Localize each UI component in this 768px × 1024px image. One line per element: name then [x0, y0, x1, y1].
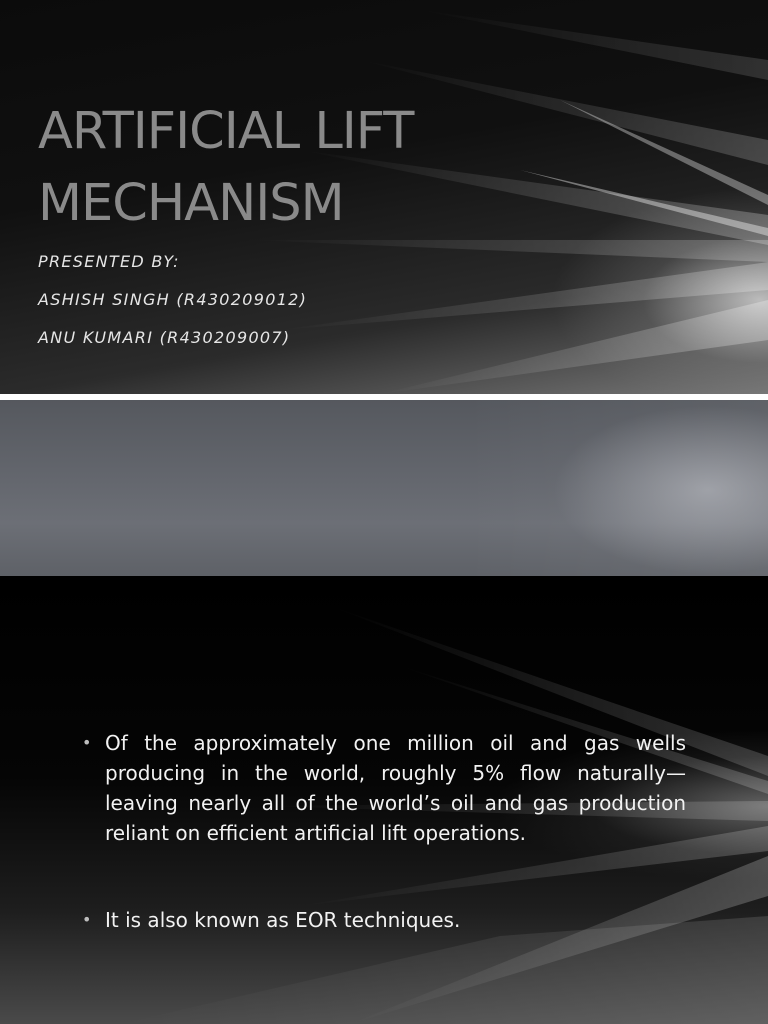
bullet-item	[82, 728, 686, 848]
slide-title-line-1: ARTIFICIAL LIFT	[38, 102, 414, 161]
slide-title	[38, 96, 558, 240]
background-glow	[468, 400, 768, 576]
bullet-text: Of the approximately one million oil and gas wells producing in the world, roughly 5% flow naturally—leaving nearly all of the world’s oil and gas production reliant on efficient artificial lift operations.	[105, 731, 686, 845]
title-slide	[0, 0, 768, 394]
bullet-dot-icon: •	[82, 733, 92, 752]
slide-title-line-2: MECHANISM	[38, 174, 344, 233]
bullet-list	[82, 728, 686, 935]
presenter-name: ASHISH SINGH (R430209012)	[38, 290, 308, 309]
presenters-block	[38, 250, 307, 364]
content-slide	[0, 576, 768, 1024]
bullet-dot-icon: •	[82, 910, 92, 929]
presenter-name: ANU KUMARI (R430209007)	[38, 328, 291, 347]
bullet-item	[82, 905, 686, 935]
bullet-text: It is also known as EOR techniques.	[105, 908, 461, 932]
blank-slide	[0, 400, 768, 576]
presented-by-label: PRESENTED BY:	[38, 252, 180, 271]
